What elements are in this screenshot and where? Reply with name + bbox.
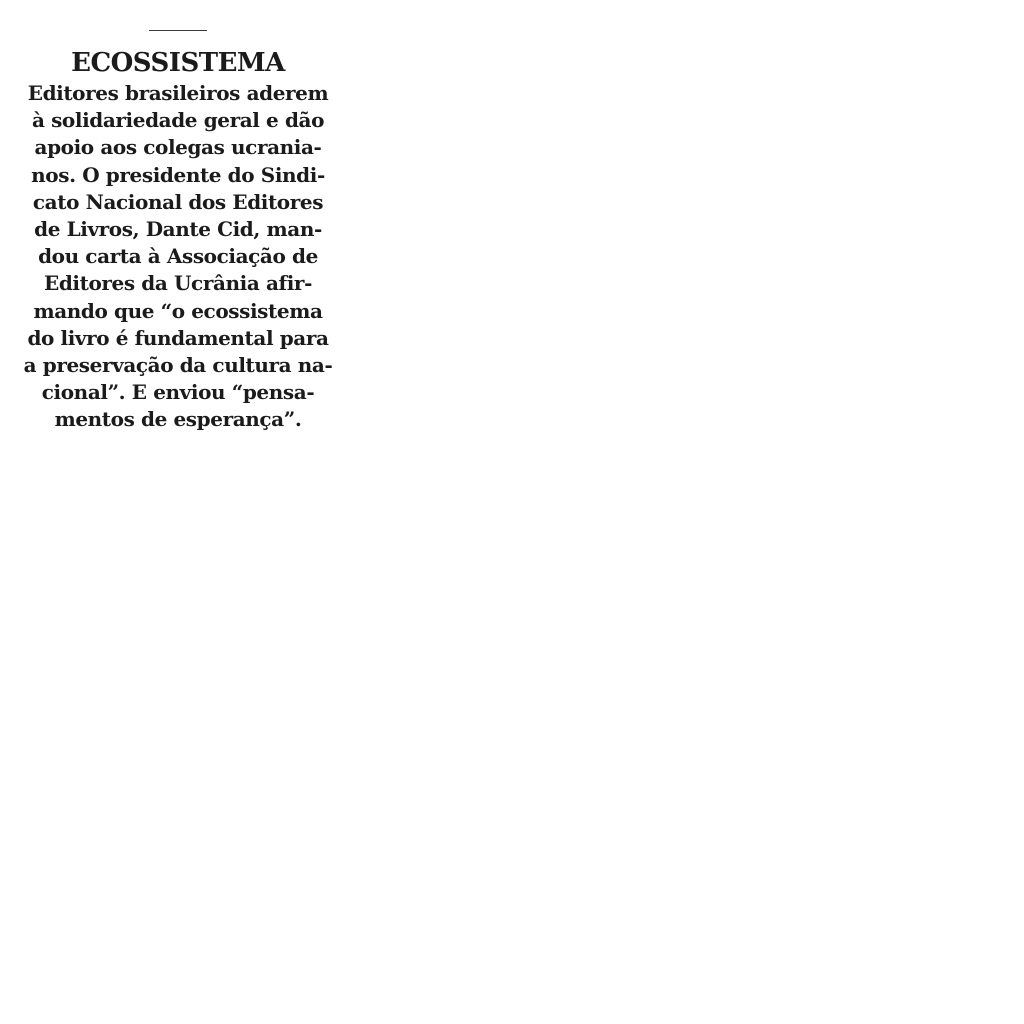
body-line: cato Nacional dos Editores	[32, 189, 324, 214]
top-rule-divider	[149, 30, 207, 31]
body-line: Editores brasileiros aderem	[27, 81, 329, 105]
body-line: a preservação da cultura na-	[23, 352, 333, 377]
body-line: de Livros, Dante Cid, man-	[34, 216, 322, 241]
body-line: mentos de esperança”.	[54, 407, 302, 432]
body-line: do livro é fundamental para	[27, 325, 329, 350]
body-line: à solidariedade geral e dão	[31, 108, 325, 133]
body-line: apoio aos colegas ucrania-	[34, 135, 322, 160]
body-line: Editores da Ucrânia afir-	[44, 271, 312, 296]
body-line: mando que “o ecossistema	[33, 298, 323, 323]
article-body	[20, 80, 336, 433]
body-line: dou carta à Associação de	[38, 244, 318, 269]
body-line: cional”. E enviou “pensa-	[41, 380, 315, 405]
body-line: nos. O presidente do Sindi-	[31, 162, 325, 187]
article-headline: ECOSSISTEMA	[71, 48, 285, 78]
